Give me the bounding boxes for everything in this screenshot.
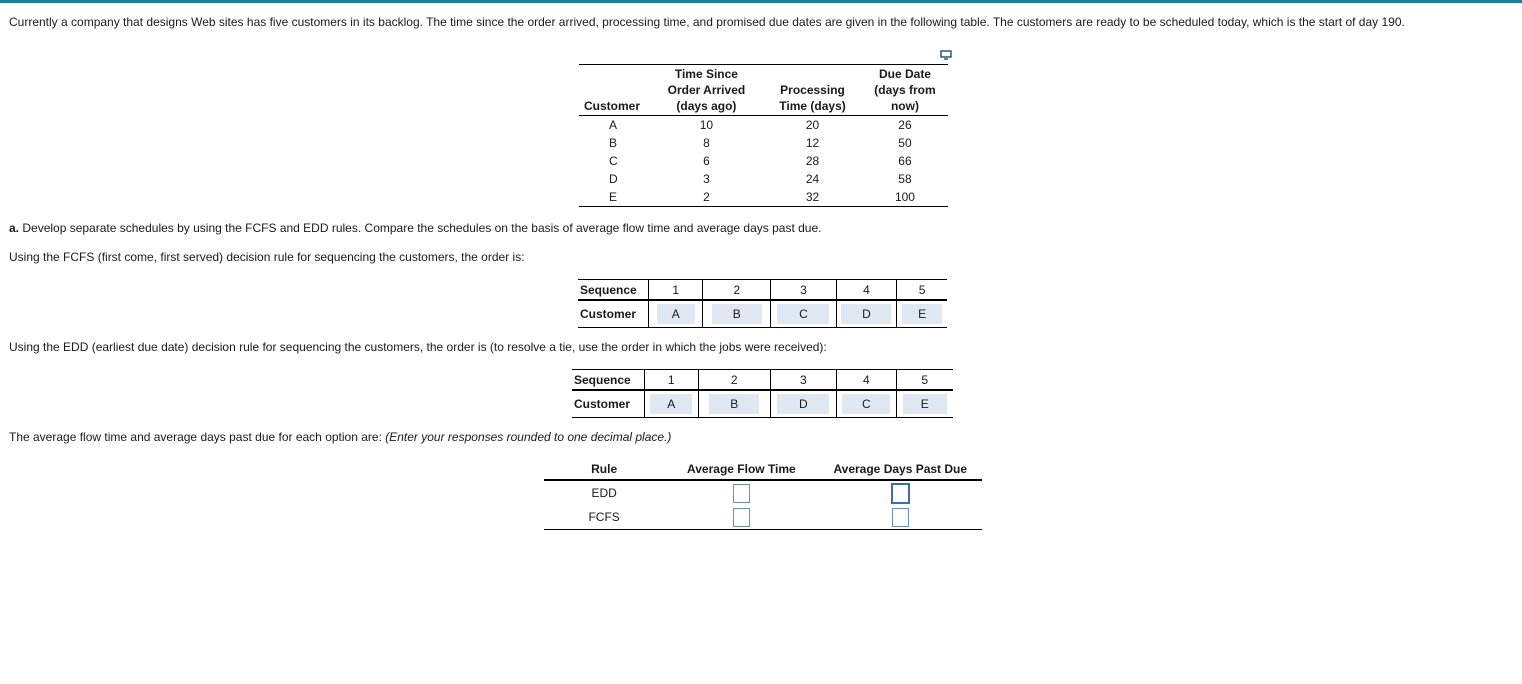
customer-data-table: [579, 64, 948, 207]
edd-answer-1[interactable]: A: [650, 394, 692, 414]
header-rule: Rule: [544, 460, 664, 480]
results-row: [544, 480, 982, 505]
table-row: [579, 170, 948, 188]
sequence-row: [578, 280, 947, 301]
results-row: [544, 505, 982, 530]
header-average-flow-time: Average Flow Time: [664, 460, 818, 480]
customer-row: [578, 300, 947, 328]
cell-customer: D: [609, 172, 618, 186]
sequence-number: 3: [770, 370, 837, 391]
results-header-row: [544, 460, 982, 480]
sequence-label: Sequence: [578, 280, 649, 301]
fcfs-flow-time-input[interactable]: [733, 508, 750, 527]
header-customer: Customer: [579, 65, 650, 116]
rule-name: FCFS: [588, 510, 620, 524]
cell-processing: 24: [805, 172, 820, 186]
cell-due-date: 100: [862, 188, 948, 207]
sequence-number: 3: [771, 280, 836, 301]
customer-data-header-row: [579, 65, 948, 116]
part-a-instruction: [9, 221, 821, 235]
cell-customer: A: [609, 118, 618, 132]
fcfs-answer-2[interactable]: B: [712, 304, 762, 324]
sequence-number: 1: [649, 280, 703, 301]
cell-due-date: 26: [898, 118, 912, 132]
sequence-number: 5: [896, 370, 953, 391]
fcfs-answer-1[interactable]: A: [657, 304, 695, 324]
header-average-days-past-due: Average Days Past Due: [819, 460, 983, 480]
edd-answer-3[interactable]: D: [777, 394, 829, 414]
cell-customer: E: [579, 188, 650, 207]
cell-processing: 20: [805, 118, 820, 132]
table-row: [579, 188, 948, 207]
cell-processing: 12: [805, 136, 820, 150]
header-due-date: Due Date (days from now): [862, 65, 948, 116]
cell-time-since: 6: [703, 154, 710, 168]
cell-due-date: 50: [898, 136, 912, 150]
edd-days-past-due-input[interactable]: [891, 483, 910, 504]
cell-customer: C: [609, 154, 618, 168]
edd-answer-2[interactable]: B: [709, 394, 759, 414]
cell-time-since: 10: [699, 118, 714, 132]
sequence-number: 2: [703, 280, 771, 301]
intro-text: Currently a company that designs Web sites has five customers in its backlog. The time since the order arrived, processing time, and promised due dates are given in the following table. The customers are ready to be scheduled today, which is the start of day 190.: [9, 15, 1405, 29]
cell-due-date: 66: [898, 154, 912, 168]
sequence-row: [572, 370, 953, 391]
average-prompt: [9, 430, 671, 444]
average-prompt-text: The average flow time and average days past due for each option are:: [9, 430, 386, 444]
edd-flow-time-input[interactable]: [733, 484, 750, 503]
sequence-number: 5: [897, 280, 947, 301]
cell-processing: 28: [805, 154, 820, 168]
edd-answer-4[interactable]: C: [842, 394, 890, 414]
fcfs-answer-4[interactable]: D: [841, 304, 891, 324]
fcfs-answer-5[interactable]: E: [902, 304, 942, 324]
fcfs-days-past-due-input[interactable]: [892, 508, 909, 527]
cell-customer: B: [609, 136, 618, 150]
table-row: [579, 152, 948, 170]
top-accent-bar: [0, 0, 1522, 3]
edd-answer-5[interactable]: E: [903, 394, 947, 414]
part-a-text: Develop separate schedules by using the FCFS and EDD rules. Compare the schedules on the basis of average flow time and average days past due.: [19, 221, 822, 235]
copy-icon[interactable]: [940, 50, 952, 60]
header-processing-time: Processing Time (days): [763, 65, 862, 116]
sequence-number: 4: [837, 370, 896, 391]
edd-prompt: Using the EDD (earliest due date) decision rule for sequencing the customers, the order is (to resolve a tie, use the order in which the jobs were received):: [9, 340, 827, 354]
cell-time-since: 2: [650, 188, 763, 207]
cell-processing: 32: [763, 188, 862, 207]
customer-label: Customer: [578, 300, 649, 328]
edd-sequence-table: [572, 369, 953, 418]
sequence-number: 4: [836, 280, 897, 301]
customer-label: Customer: [572, 390, 644, 418]
customer-row: [572, 390, 953, 418]
sequence-label: Sequence: [572, 370, 644, 391]
results-table: [544, 460, 982, 530]
table-row: [579, 134, 948, 152]
header-time-since: Time Since Order Arrived (days ago): [650, 65, 763, 116]
rounding-instruction: (Enter your responses rounded to one decimal place.): [385, 430, 672, 444]
part-a-label: a.: [9, 221, 20, 235]
fcfs-sequence-table: [578, 279, 947, 328]
sequence-number: 1: [644, 370, 698, 391]
table-row: [579, 116, 948, 135]
fcfs-prompt: Using the FCFS (first come, first served) decision rule for sequencing the customers, the order is:: [9, 250, 525, 264]
sequence-number: 2: [698, 370, 770, 391]
fcfs-answer-3[interactable]: C: [777, 304, 829, 324]
rule-name: EDD: [591, 486, 617, 500]
cell-time-since: 3: [703, 172, 710, 186]
cell-time-since: 8: [703, 136, 710, 150]
cell-due-date: 58: [898, 172, 912, 186]
